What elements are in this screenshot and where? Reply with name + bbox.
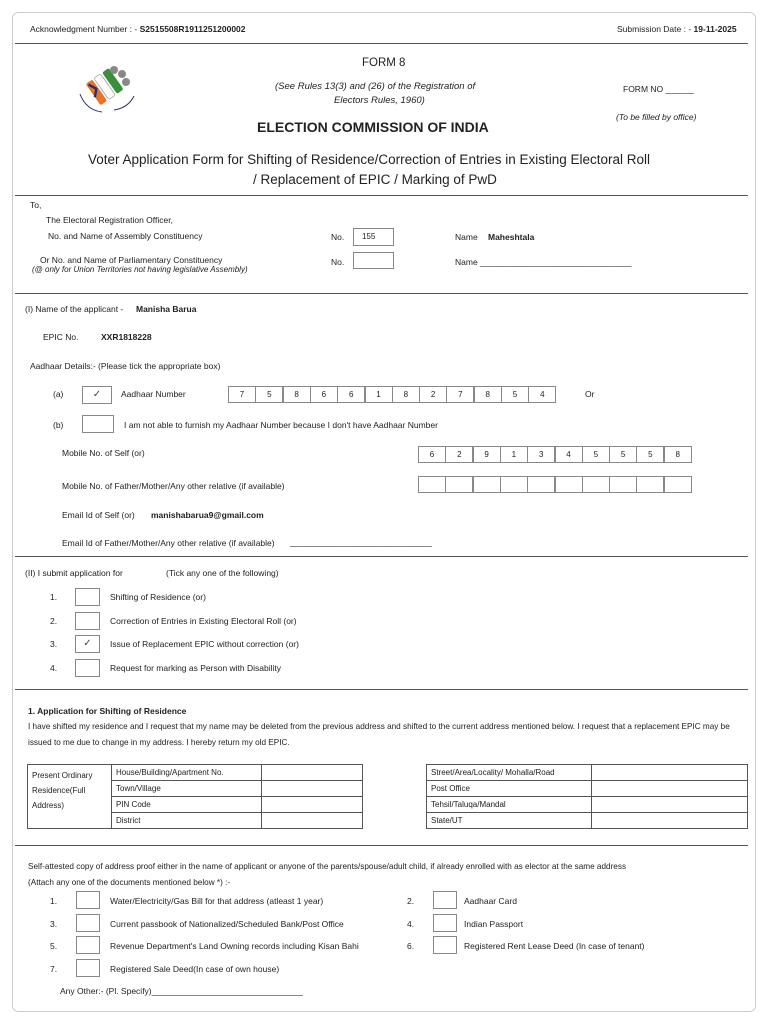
- street-field[interactable]: [592, 765, 748, 781]
- option-text: Request for marking as Person with Disability: [110, 662, 282, 673]
- document-number: 6.: [407, 941, 415, 951]
- option-number: 4.: [50, 662, 58, 673]
- digit-box[interactable]: 8: [283, 386, 311, 403]
- form-title-line-1: Voter Application Form for Shifting of Residence/Correction of Entries in Existing Electoral Roll: [88, 152, 651, 167]
- ut-note: (@ only for Union Territories not having legislative Assembly): [32, 265, 248, 274]
- house-label: House/Building/Apartment No.: [112, 765, 262, 781]
- applicant-name-label: (I) Name of the applicant -: [25, 304, 124, 314]
- aadhaar-available-checkbox[interactable]: ✓: [82, 386, 112, 404]
- pin-field[interactable]: [262, 797, 363, 813]
- digit-box[interactable]: [445, 476, 473, 493]
- email-self-label: Email Id of Self (or): [62, 510, 135, 520]
- tick-note: (Tick any one of the following): [166, 568, 279, 578]
- document-text: Registered Sale Deed(In case of own house): [110, 963, 280, 974]
- digit-box[interactable]: 6: [337, 386, 365, 403]
- digit-box[interactable]: 4: [555, 446, 583, 463]
- digit-box[interactable]: [582, 476, 610, 493]
- or-label: Or: [585, 389, 595, 399]
- digit-box[interactable]: [555, 476, 583, 493]
- post-office-field[interactable]: [592, 781, 748, 797]
- option-number: 1.: [50, 592, 58, 602]
- document-text: Indian Passport: [464, 918, 524, 929]
- tehsil-label: Tehsil/Taluqa/Mandal: [427, 797, 592, 813]
- application-option-checkbox[interactable]: ✓: [75, 635, 100, 653]
- aadhaar-number-label: Aadhaar Number: [121, 389, 186, 399]
- assembly-no-label: No.: [331, 232, 345, 242]
- aadhaar-details-label: Aadhaar Details:- (Please tick the appropriate box): [30, 361, 221, 371]
- post-office-label: Post Office: [427, 781, 592, 797]
- acknowledgment-line: [30, 24, 246, 34]
- applicant-name-value: Manisha Barua: [136, 304, 197, 314]
- digit-box[interactable]: [609, 476, 637, 493]
- address-table-right: [426, 764, 748, 829]
- parliament-label: Or No. and Name of Parliamentary Constituency: [40, 255, 223, 265]
- document-number: 7.: [50, 963, 58, 974]
- town-label: Town/Village: [112, 781, 262, 797]
- eci-logo: [74, 60, 142, 116]
- house-field[interactable]: [262, 765, 363, 781]
- email-self-value: manishabarua9@gmail.com: [151, 510, 264, 520]
- no-aadhaar-checkbox[interactable]: [82, 415, 114, 433]
- digit-box[interactable]: 1: [500, 446, 528, 463]
- email-relative-line: ______________________________: [290, 537, 432, 547]
- document-checkbox[interactable]: [433, 914, 457, 932]
- assembly-name-value: Maheshtala: [488, 232, 535, 242]
- epic-value: XXR1818228: [101, 332, 152, 342]
- document-checkbox[interactable]: [76, 914, 100, 932]
- digit-box[interactable]: 5: [609, 446, 637, 463]
- epic-label: EPIC No.: [43, 332, 79, 342]
- digit-box[interactable]: [527, 476, 555, 493]
- divider: [15, 845, 748, 846]
- digit-box[interactable]: 7: [228, 386, 256, 403]
- shifting-para-2: issued to me due to change in my address. I hereby return my old EPIC.: [28, 738, 290, 747]
- district-label: District: [112, 813, 262, 829]
- option-number: 3.: [50, 639, 58, 649]
- street-label: Street/Area/Locality/ Mohalla/Road: [427, 765, 592, 781]
- divider: [15, 195, 748, 196]
- office-note: (To be filled by office): [616, 112, 697, 122]
- digit-box[interactable]: 7: [446, 386, 474, 403]
- state-field[interactable]: [592, 813, 748, 829]
- document-checkbox[interactable]: [76, 891, 100, 909]
- form-number: FORM 8: [362, 57, 406, 69]
- mobile-relative-label: Mobile No. of Father/Mother/Any other relative (if available): [62, 481, 285, 491]
- digit-box[interactable]: 4: [528, 386, 556, 403]
- digit-box[interactable]: [473, 476, 501, 493]
- commission-title: ELECTION COMMISSION OF INDIA: [257, 119, 489, 135]
- mobile-self-label: Mobile No. of Self (or): [62, 448, 145, 458]
- ack-label: Acknowledgment Number : -: [30, 24, 138, 34]
- parliament-no-field[interactable]: [353, 252, 394, 269]
- divider: [15, 293, 748, 294]
- document-checkbox[interactable]: [76, 936, 100, 954]
- option-number: 2.: [50, 615, 58, 626]
- digit-box[interactable]: 5: [501, 386, 529, 403]
- option-b-label: (b): [53, 420, 64, 430]
- parliament-no-label: No.: [331, 257, 345, 267]
- documents-line-1: Self-attested copy of address proof either in the name of applicant or anyone of the parents/spouse/adult child, if already enrolled with as elector at the same address: [28, 862, 627, 871]
- divider: [15, 556, 748, 557]
- submission-date-line: [617, 24, 737, 34]
- option-a-label: (a): [53, 389, 64, 399]
- parliament-name-line: Name ________________________________: [455, 257, 632, 267]
- digit-box[interactable]: 3: [527, 446, 555, 463]
- form-no-label: FORM NO ______: [623, 84, 694, 94]
- divider: [15, 43, 748, 44]
- digit-box[interactable]: 6: [418, 446, 446, 463]
- document-checkbox[interactable]: [76, 959, 100, 977]
- document-number: 3.: [50, 918, 58, 929]
- any-other-line: Any Other:- (Pl. Specify)________________________________: [60, 986, 303, 996]
- document-text: Current passbook of Nationalized/Scheduled Bank/Post Office: [110, 918, 344, 929]
- present-label-1: Present Ordinary: [32, 771, 93, 780]
- pin-label: PIN Code: [112, 797, 262, 813]
- digit-box[interactable]: 5: [582, 446, 610, 463]
- ero-label: The Electoral Registration Officer,: [46, 215, 173, 225]
- document-number: 1.: [50, 896, 58, 906]
- documents-line-2: (Attach any one of the documents mentioned below *) :-: [28, 878, 231, 887]
- digit-box[interactable]: 8: [664, 446, 692, 463]
- assembly-no-field[interactable]: 155: [353, 228, 394, 246]
- digit-box[interactable]: [664, 476, 692, 493]
- digit-box[interactable]: [500, 476, 528, 493]
- digit-box[interactable]: 5: [636, 446, 664, 463]
- option-text: Issue of Replacement EPIC without correction (or): [110, 639, 299, 649]
- digit-box[interactable]: 8: [392, 386, 420, 403]
- digit-box[interactable]: 2: [419, 386, 447, 403]
- submission-label: Submission Date : -: [617, 24, 692, 34]
- digit-box[interactable]: 2: [445, 446, 473, 463]
- ack-number: S2515508R1911251200002: [139, 24, 246, 34]
- document-number: 4.: [407, 918, 415, 929]
- present-label-2: Residence(Full: [32, 786, 86, 795]
- town-field[interactable]: [262, 781, 363, 797]
- digit-box[interactable]: 1: [365, 386, 393, 403]
- document-number: 2.: [407, 896, 415, 906]
- state-label: State/UT: [427, 813, 592, 829]
- assembly-label: No. and Name of Assembly Constituency: [48, 231, 203, 241]
- shifting-para-1: I have shifted my residence and I request that my name may be deleted from the previous address and shifted to the current address mentioned below. I request that a replacement EPIC may be: [28, 722, 730, 731]
- tehsil-field[interactable]: [592, 797, 748, 813]
- submission-date: 19-11-2025: [693, 24, 737, 34]
- digit-box[interactable]: 6: [310, 386, 338, 403]
- digit-box[interactable]: 8: [474, 386, 502, 403]
- document-text: Revenue Department's Land Owning records including Kisan Bahi: [110, 941, 359, 951]
- present-label-3: Address): [32, 801, 65, 810]
- assembly-name-label: Name: [455, 232, 478, 242]
- district-field[interactable]: [262, 813, 363, 829]
- shifting-heading: 1. Application for Shifting of Residence: [28, 706, 187, 716]
- to-label: To,: [30, 200, 42, 210]
- digit-box[interactable]: 5: [255, 386, 283, 403]
- application-option-checkbox[interactable]: [75, 612, 100, 630]
- option-text: Shifting of Residence (or): [110, 592, 206, 602]
- form-title-line-2: / Replacement of EPIC / Marking of PwD: [253, 172, 497, 187]
- address-table-left: [27, 764, 363, 829]
- digit-box[interactable]: 9: [473, 446, 501, 463]
- document-checkbox[interactable]: [433, 936, 457, 954]
- no-aadhaar-text: I am not able to furnish my Aadhaar Number because I don't have Aadhaar Number: [124, 420, 438, 430]
- divider: [15, 689, 748, 690]
- application-for-label: (II) I submit application for: [25, 568, 123, 578]
- document-text: Registered Rent Lease Deed (In case of tenant): [464, 941, 645, 951]
- email-relative-label: Email Id of Father/Mother/Any other relative (if available): [62, 538, 275, 548]
- rules-line-1: (See Rules 13(3) and (26) of the Registration of: [275, 81, 476, 92]
- option-text: Correction of Entries in Existing Electoral Roll (or): [110, 615, 297, 626]
- digit-box[interactable]: [636, 476, 664, 493]
- digit-box[interactable]: [418, 476, 446, 493]
- document-text: Water/Electricity/Gas Bill for that address (atleast 1 year): [110, 896, 324, 906]
- document-text: Aadhaar Card: [464, 896, 517, 906]
- application-option-checkbox[interactable]: [75, 659, 100, 677]
- document-number: 5.: [50, 941, 58, 951]
- rules-line-2: Electors Rules, 1960): [334, 95, 425, 106]
- application-option-checkbox[interactable]: [75, 588, 100, 606]
- document-checkbox[interactable]: [433, 891, 457, 909]
